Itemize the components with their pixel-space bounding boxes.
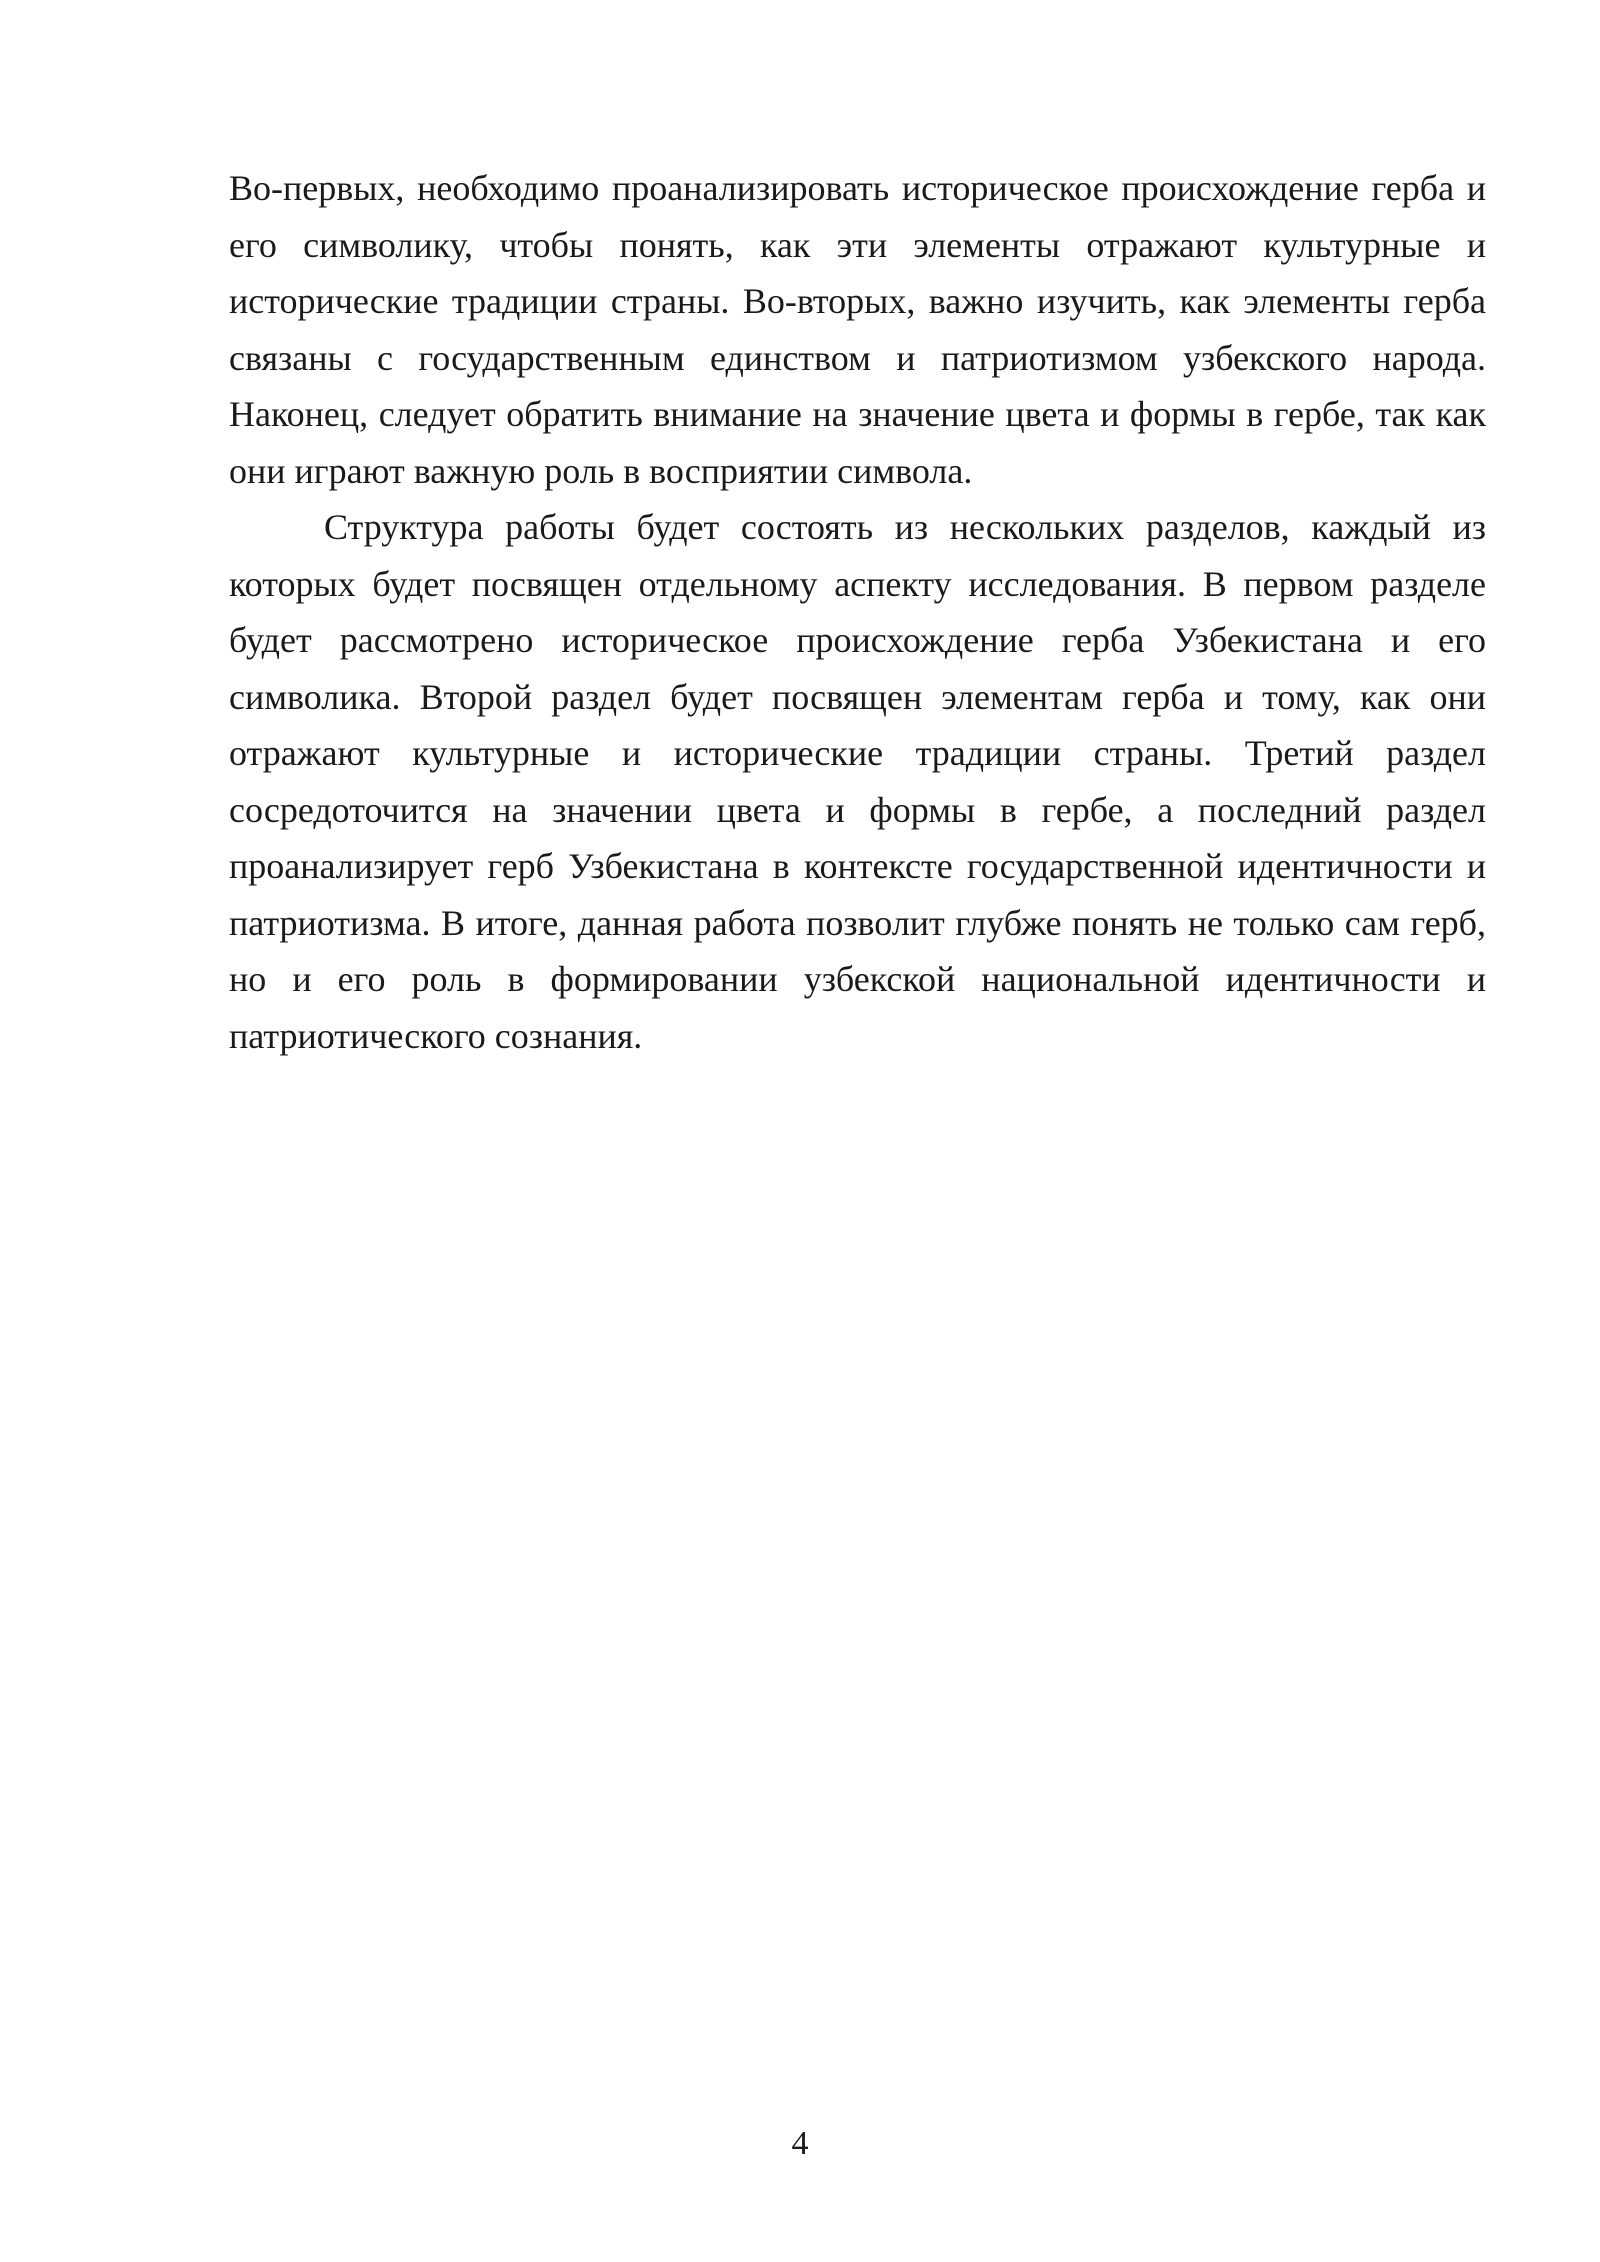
paragraph-goals: Во-первых, необходимо проанализировать историческое происхождение герба и его символику, чтобы понять, как эти элементы отражают культурные и исторические традиции страны. Во-вторых, важно изучить, как элементы герба связаны с государственным единством и патриотизмом узбекского народа. Наконец, следует обратить внимание на значение цвета и формы в гербе, так как они играют важную роль в восприятии символа. [229, 168, 1486, 491]
page-number: 4 [791, 2125, 809, 2162]
body-text [229, 160, 1486, 1064]
paragraph-structure: Структура работы будет состоять из нескольких разделов, каждый из которых будет посвящен отдельному аспекту исследования. В первом разделе будет рассмотрено историческое происхождение герба Узбекистана и его символика. Второй раздел будет посвящен элементам герба и тому, как они отражают культурные и исторические традиции страны. Третий раздел сосредоточится на значении цвета и формы в гербе, а последний раздел проанализирует герб Узбекистана в контексте государственной идентичности и патриотизма. В итоге, данная работа позволит глубже понять не только сам герб, но и его роль в формировании узбекской национальной идентичности и патриотического сознания. [229, 507, 1486, 1056]
